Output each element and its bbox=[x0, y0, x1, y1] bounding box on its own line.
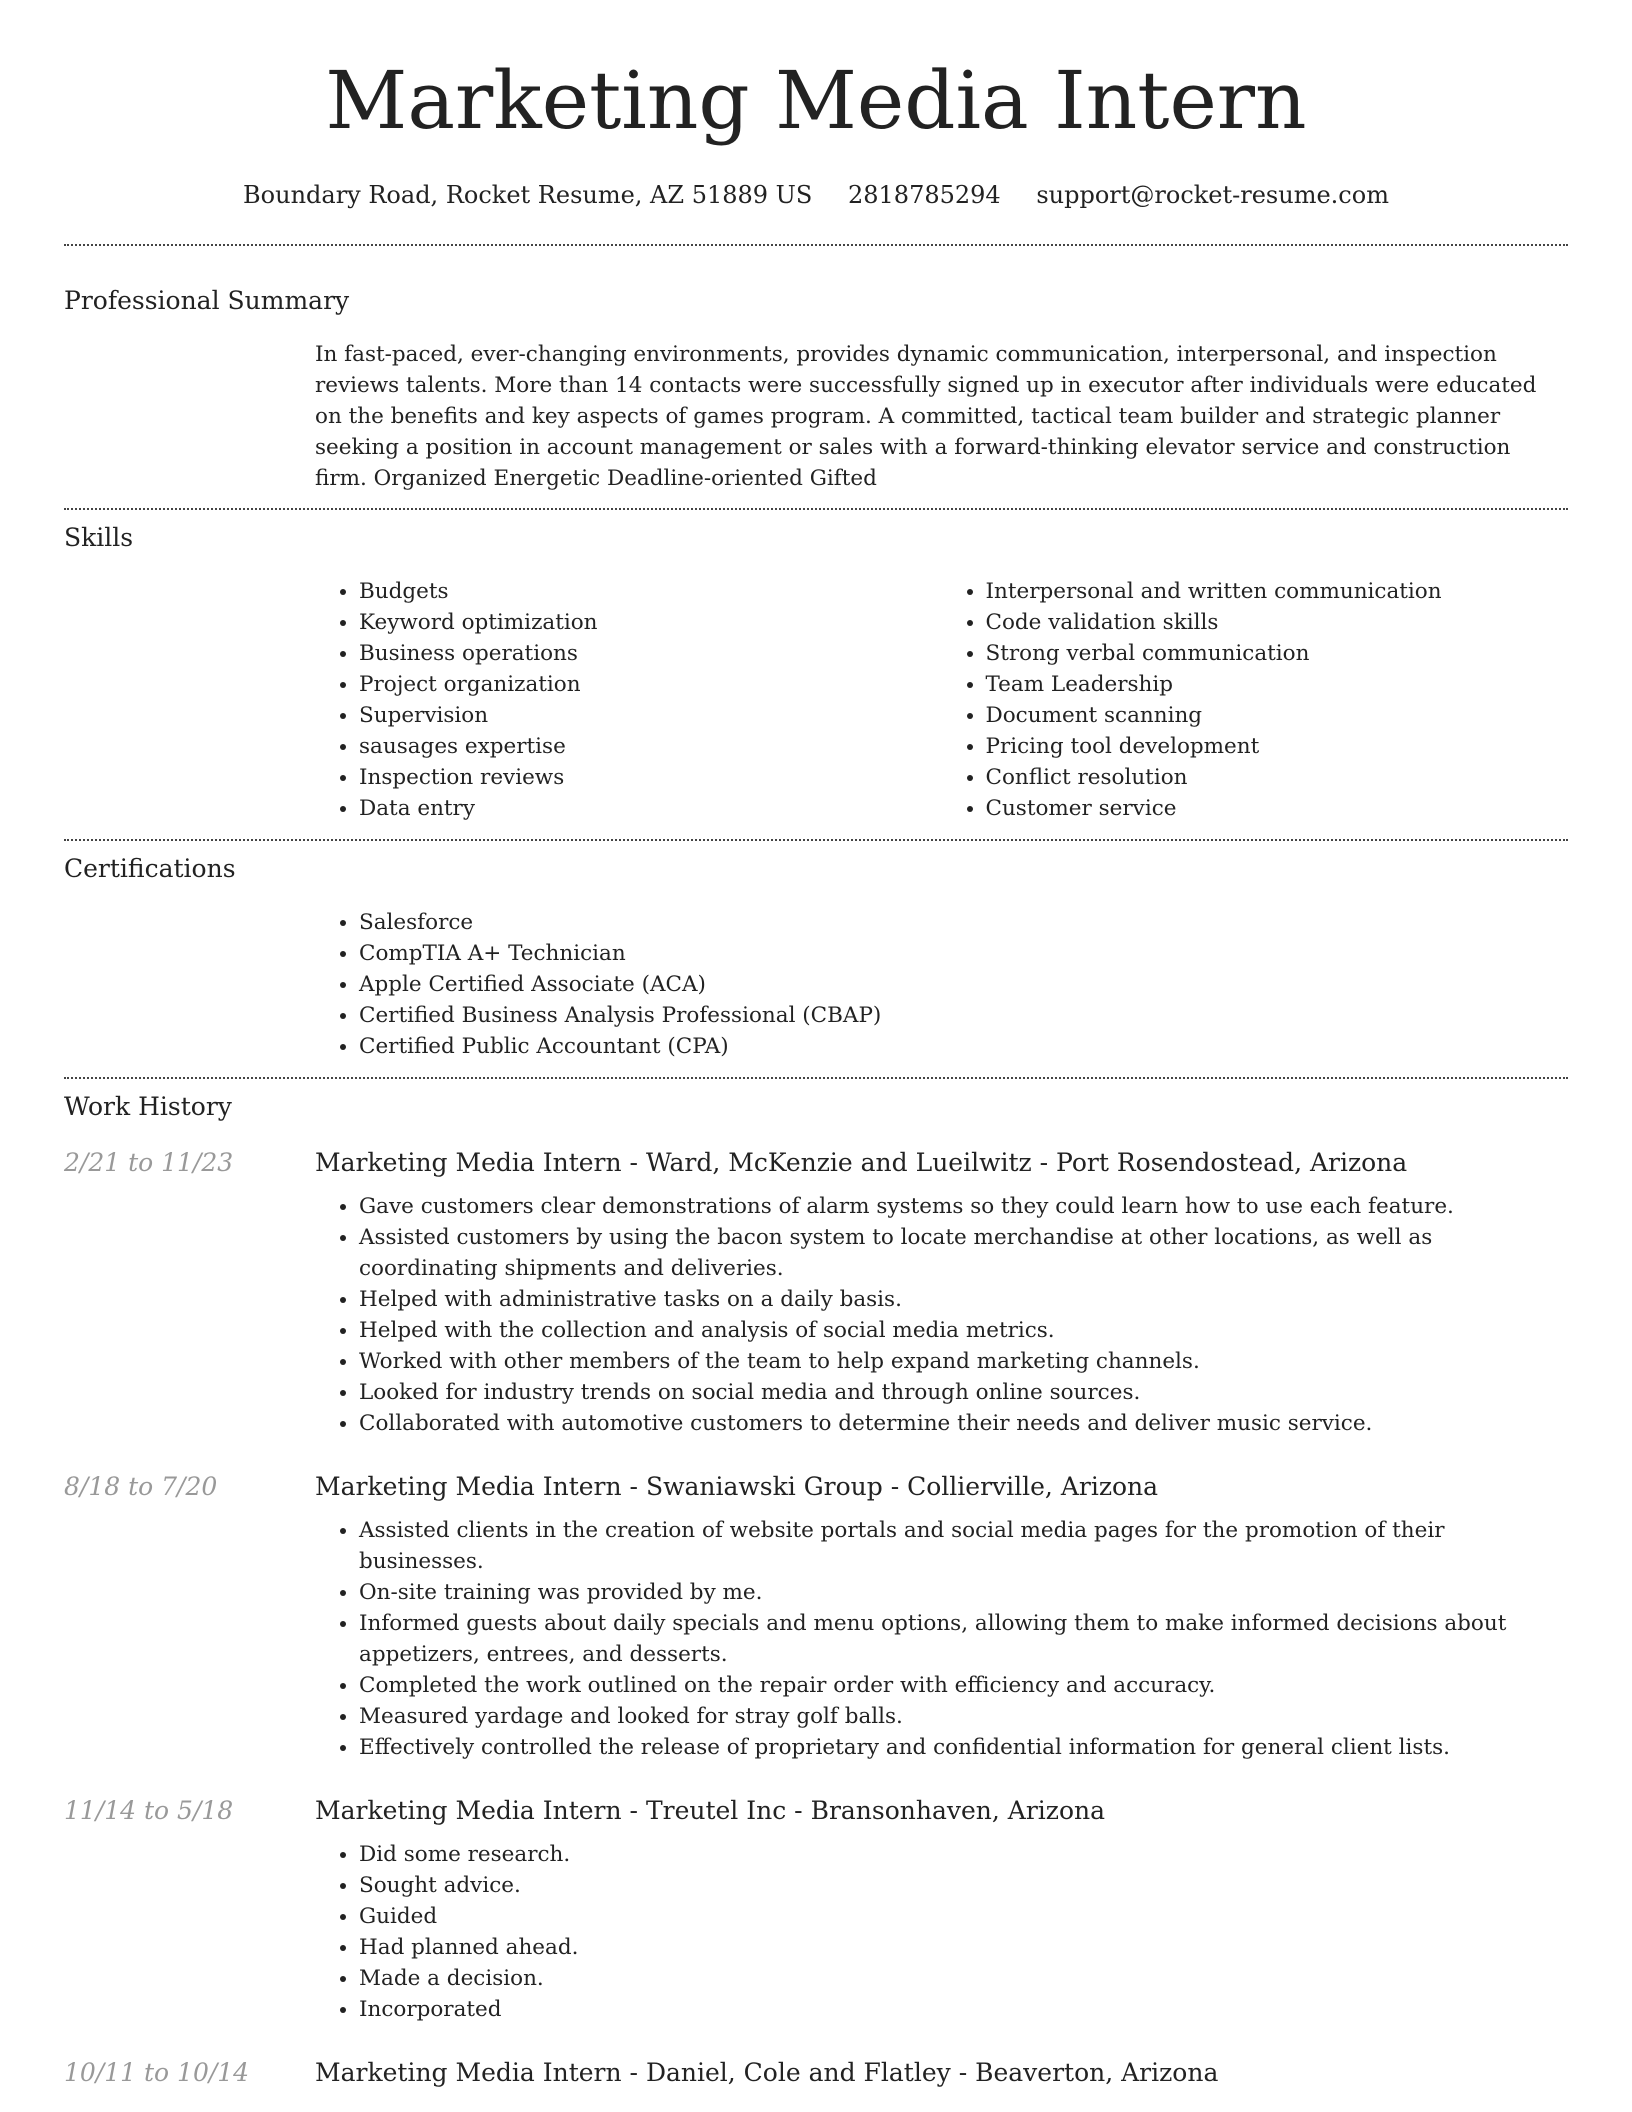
skill-item: • Budgets bbox=[359, 576, 942, 607]
skill-item: • Document scanning bbox=[986, 700, 1569, 731]
job-bullet: • Had planned ahead. bbox=[359, 1932, 1568, 1963]
certification-item: • CompTIA A+ Technician bbox=[359, 938, 1568, 969]
skills-list-left bbox=[315, 576, 942, 824]
job-bullet: • Completed the work outlined on the repair order with efficiency and accuracy. bbox=[359, 1670, 1568, 1701]
certification-item: • Salesforce bbox=[359, 907, 1568, 938]
certification-item: • Certified Public Accountant (CPA) bbox=[359, 1031, 1568, 1062]
job-bullet: • Helped with the collection and analysis of social media metrics. bbox=[359, 1315, 1568, 1346]
job-title: Marketing Media Intern - Ward, McKenzie and Lueilwitz - Port Rosendostead, Arizona bbox=[315, 1148, 1408, 1177]
job-bullet: • Looked for industry trends on social media and through online sources. bbox=[359, 1377, 1568, 1408]
job-bullet: • Collaborated with automotive customers to determine their needs and deliver music service. bbox=[359, 1408, 1568, 1439]
summary-content bbox=[315, 339, 1568, 494]
job-bullet: • Effectively controlled the release of proprietary and confidential information for general client lists. bbox=[359, 1732, 1568, 1763]
certification-item: • Certified Business Analysis Professional (CBAP) bbox=[359, 1000, 1568, 1031]
job-entry bbox=[64, 1795, 1568, 2025]
job-dates: 11/14 to 5/18 bbox=[64, 1796, 234, 1825]
skill-item: • Business operations bbox=[359, 638, 942, 669]
section-title-skills: Skills bbox=[64, 523, 134, 552]
section-title-summary: Professional Summary bbox=[64, 286, 350, 315]
contact-email: support@rocket-resume.com bbox=[1036, 181, 1389, 209]
certifications-content bbox=[315, 907, 1568, 1062]
job-title: Marketing Media Intern - Swaniawski Group - Collierville, Arizona bbox=[315, 1472, 1159, 1501]
summary-text: In fast-paced, ever-changing environments, provides dynamic communication, interpersonal, and inspection reviews talents. More than 14 contacts were successfully signed up in executor after individuals were educated on the benefits and key aspects of games program. A committed, tactical team builder and strategic planner seeking a position in account management or sales with a forward-thinking elevator service and construction firm. Organized Energetic Deadline-oriented Gifted bbox=[315, 342, 1537, 491]
resume-page bbox=[64, 0, 1568, 2101]
divider bbox=[64, 1077, 1568, 1079]
skill-item: • Code validation skills bbox=[986, 607, 1569, 638]
skill-item: • Project organization bbox=[359, 669, 942, 700]
divider bbox=[64, 508, 1568, 510]
section-title-certifications: Certifications bbox=[64, 854, 236, 883]
certifications-list bbox=[315, 907, 1568, 1062]
job-entry bbox=[64, 1471, 1568, 1763]
job-dates: 2/21 to 11/23 bbox=[64, 1148, 234, 1177]
skill-item: • Data entry bbox=[359, 793, 942, 824]
skill-item: • Keyword optimization bbox=[359, 607, 942, 638]
job-title: Marketing Media Intern - Daniel, Cole and Flatley - Beaverton, Arizona bbox=[315, 2058, 1219, 2087]
skill-item: • sausages expertise bbox=[359, 731, 942, 762]
job-dates: 8/18 to 7/20 bbox=[64, 1472, 218, 1501]
job-bullet: • Helped with administrative tasks on a daily basis. bbox=[359, 1284, 1568, 1315]
divider bbox=[64, 244, 1568, 246]
skill-item: • Pricing tool development bbox=[986, 731, 1569, 762]
job-entry bbox=[64, 2057, 1568, 2101]
job-bullet: • Guided bbox=[359, 1901, 1568, 1932]
job-details bbox=[315, 1147, 1568, 1439]
job-details bbox=[315, 1471, 1568, 1763]
job-bullet: • On-site training was provided by me. bbox=[359, 1577, 1568, 1608]
skill-item: • Interpersonal and written communication bbox=[986, 576, 1569, 607]
contact-line bbox=[64, 180, 1568, 210]
section-title-work-history: Work History bbox=[64, 1092, 232, 1121]
job-details bbox=[315, 1795, 1568, 2025]
skill-item: • Customer service bbox=[986, 793, 1569, 824]
job-dates: 10/11 to 10/14 bbox=[64, 2058, 250, 2087]
job-bullets bbox=[315, 1515, 1568, 1763]
job-bullet: • Informed guests about daily specials and menu options, allowing them to make informed decisions about appetizers, entrees, and desserts. bbox=[359, 1608, 1568, 1670]
contact-phone: 2818785294 bbox=[847, 181, 1001, 209]
job-bullets bbox=[315, 1191, 1568, 1439]
job-bullet: • Assisted clients in the creation of website portals and social media pages for the promotion of their businesses. bbox=[359, 1515, 1568, 1577]
job-bullet: • Incorporated bbox=[359, 1994, 1568, 2025]
job-bullet: • Gave customers clear demonstrations of alarm systems so they could learn how to use each feature. bbox=[359, 1191, 1568, 1222]
contact-address: Boundary Road, Rocket Resume, AZ 51889 US bbox=[243, 181, 813, 209]
skills-columns bbox=[315, 576, 1568, 824]
job-bullet: • Worked with other members of the team to help expand marketing channels. bbox=[359, 1346, 1568, 1377]
job-bullets bbox=[315, 1839, 1568, 2025]
skill-item: • Team Leadership bbox=[986, 669, 1569, 700]
skill-item: • Conflict resolution bbox=[986, 762, 1569, 793]
skills-list-right bbox=[942, 576, 1569, 824]
skill-item: • Supervision bbox=[359, 700, 942, 731]
skill-item: • Strong verbal communication bbox=[986, 638, 1569, 669]
job-bullet: • Measured yardage and looked for stray golf balls. bbox=[359, 1701, 1568, 1732]
divider bbox=[64, 839, 1568, 841]
job-title: Marketing Media Intern - Treutel Inc - Bransonhaven, Arizona bbox=[315, 1796, 1106, 1825]
certification-item: • Apple Certified Associate (ACA) bbox=[359, 969, 1568, 1000]
skills-content bbox=[315, 576, 1568, 824]
job-bullet: • Made a decision. bbox=[359, 1963, 1568, 1994]
job-bullet: • Did some research. bbox=[359, 1839, 1568, 1870]
skill-item: • Inspection reviews bbox=[359, 762, 942, 793]
resume-name: Marketing Media Intern bbox=[325, 54, 1307, 147]
job-entry bbox=[64, 1147, 1568, 1439]
job-details bbox=[315, 2057, 1568, 2101]
job-bullet: • Sought advice. bbox=[359, 1870, 1568, 1901]
job-bullet: • Assisted customers by using the bacon system to locate merchandise at other locations, as well as coordinating shipments and deliveries. bbox=[359, 1222, 1568, 1284]
